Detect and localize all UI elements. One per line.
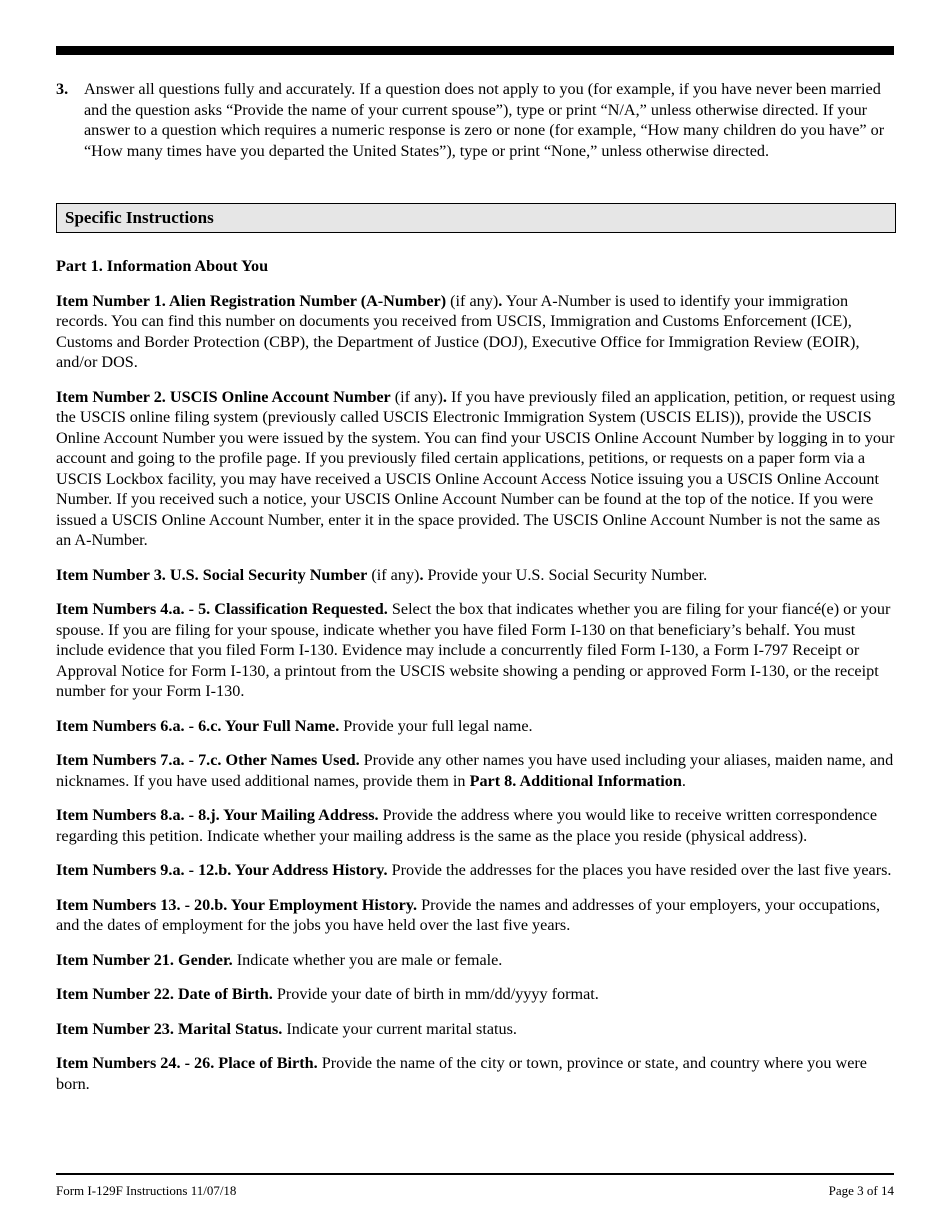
item-heading: Item Number 2. USCIS Online Account Number	[56, 387, 391, 406]
item-text: Part 8. Additional Information	[469, 771, 682, 790]
page-content	[56, 79, 896, 1094]
item-text: Provide your full legal name.	[339, 716, 533, 735]
item-text: Answer all questions fully and accurately. If a question does not apply to you (for example, if you have never been married and the question asks “Provide the name of your current spouse”), type or print “N/A,” unless otherwise directed. If your answer to a question which requires a numeric response is zero or none (for example, “How many children do you have” or “How many times have you departed the United States”), type or print “None,” unless otherwise directed.	[84, 80, 885, 160]
form-name: Form I-129F Instructions 11/07/18	[56, 1183, 237, 1198]
instruction-paragraph	[56, 599, 896, 702]
item-text: Select the box that indicates whether you are filing for your fiancé(e) or your spouse. If you are filing for your spouse, indicate whether you have filed Form I-130 on that beneficiary’s behalf. You must include evidence that you filed Form I-130. Evidence may include a concurrently filed Form I-130, a Form I-797 Receipt or Approval Notice for Form I-130, a printout from the USCIS website showing a pending or approved Form I-130, or the receipt number for your Form I-130.	[56, 600, 891, 700]
instruction-paragraph	[56, 716, 896, 737]
item-text: .	[442, 387, 447, 406]
instruction-paragraphs	[56, 291, 896, 1095]
item-text: Provide the names and addresses of your employers, your occupations, and the dates of employment for the jobs you have held over the last five years.	[56, 895, 881, 934]
item-text: (if any)	[446, 291, 499, 310]
item-text: (if any)	[390, 387, 443, 406]
instruction-paragraph	[56, 750, 896, 791]
item-text: Provide the address where you would like to receive written correspondence regarding this petition. Indicate whether your mailing address is the same as the place you reside (physical address).	[56, 806, 878, 845]
item-text: Provide any other names you have used including your aliases, maiden name, and nicknames. If you have used additional names, provide them in	[56, 751, 894, 790]
item-heading: Item Numbers 6.a. - 6.c. Your Full Name.	[56, 716, 340, 735]
item-text: Indicate whether you are male or female.	[232, 950, 503, 969]
instruction-paragraph	[56, 895, 896, 936]
item-heading: Item Numbers 13. - 20.b. Your Employment History.	[56, 895, 418, 914]
item-heading: Item Number 22. Date of Birth.	[56, 985, 273, 1003]
item-heading: Item Number 21. Gender.	[56, 950, 233, 969]
specific-instructions-heading: Specific Instructions	[56, 203, 896, 233]
item-heading: Item Number 3. U.S. Social Security Number	[56, 565, 368, 584]
item-heading: Item Numbers 24. - 26. Place of Birth.	[56, 1054, 318, 1072]
footer-rule	[56, 1173, 894, 1175]
page-footer	[56, 1183, 894, 1199]
item-text: (if any)	[367, 565, 420, 584]
item-text: .	[681, 771, 686, 790]
top-rule	[56, 46, 894, 55]
item-text: Provide your U.S. Social Security Number.	[423, 565, 708, 584]
item-text: Provide your date of birth in mm/dd/yyyy format.	[272, 985, 599, 1003]
item-heading: Item Number 1. Alien Registration Number (A-Number)	[56, 291, 447, 310]
item-heading: Item Numbers 7.a. - 7.c. Other Names Used.	[56, 751, 360, 769]
item-text: .	[419, 565, 424, 584]
instruction-paragraph	[56, 1053, 896, 1094]
instruction-paragraph	[56, 984, 896, 1005]
instruction-paragraph	[56, 387, 896, 551]
instruction-paragraph	[56, 1019, 896, 1040]
instruction-paragraph	[56, 291, 896, 373]
page-number: Page 3 of 14	[828, 1183, 894, 1198]
part-1-title: Part 1. Information About You	[56, 257, 269, 275]
numbered-item-3	[56, 79, 896, 161]
item-text: Provide the name of the city or town, province or state, and country where you were born.	[56, 1054, 867, 1093]
item-heading: Item Numbers 8.a. - 8.j. Your Mailing Address.	[56, 806, 379, 824]
item-text: Your A-Number is used to identify your immigration records. You can find this number on documents you received from USCIS, Immigration and Customs Enforcement (ICE), Customs and Border Protection (CBP), the Department of Justice (DOJ), Executive Office for Immigration Review (EOIR), and/or DOS.	[56, 291, 860, 371]
item-text: Provide the addresses for the places you have resided over the last five years.	[387, 861, 892, 879]
item-number: 3.	[56, 80, 69, 98]
instruction-paragraph	[56, 860, 896, 881]
item-text: If you have previously filed an application, petition, or request using the USCIS online filing system (previously called USCIS Electronic Immigration System (USCIS ELIS)), provide the USCIS Online Account Number you were issued by the system. You can find your USCIS Online Account Number by logging in to your account and going to the profile page. If you previously filed certain applications, petitions, or requests on a paper form via a USCIS Lockbox facility, you may have received a USCIS Online Account Access Notice issuing you a USCIS Online Account Number. If you received such a notice, your USCIS Online Account Number can be found at the top of the notice. If you were issued a USCIS Online Account Number, enter it in the space provided. The USCIS Online Account Number is not the same as an A-Number.	[56, 387, 896, 549]
instruction-paragraph	[56, 565, 896, 586]
item-text: .	[498, 291, 503, 310]
item-heading: Item Number 23. Marital Status.	[56, 1019, 283, 1038]
instruction-paragraph	[56, 805, 896, 846]
item-text: Indicate your current marital status.	[282, 1019, 517, 1038]
instruction-paragraph	[56, 950, 896, 971]
item-heading: Item Numbers 4.a. - 5. Classification Requested.	[56, 600, 388, 618]
item-heading: Item Numbers 9.a. - 12.b. Your Address History.	[56, 861, 388, 879]
